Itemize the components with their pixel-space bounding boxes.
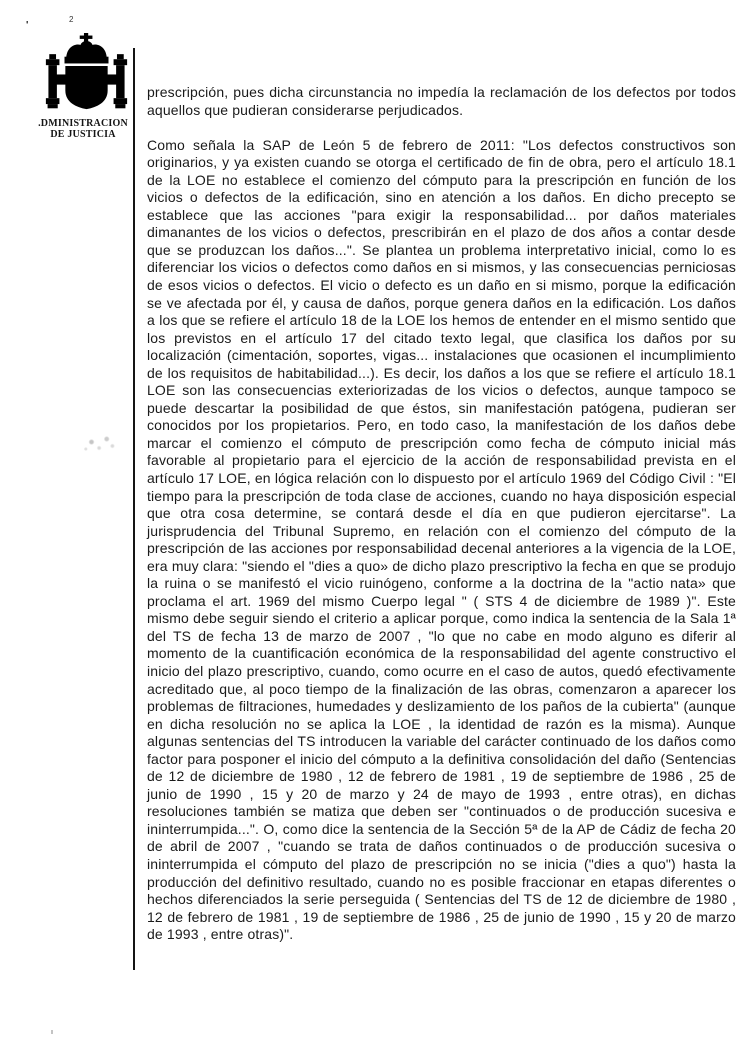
organization-name: [18, 119, 148, 140]
scan-mark-page-number: 2: [69, 15, 74, 24]
scan-mark-apostrophe: ': [26, 20, 29, 31]
paragraph-sap-leon-quote: Como señala la SAP de León 5 de febrero de 2011: "Los defectos constructivos son originarios, y ya existen cuando se otorga el certificado de fin de obra, pero el artículo 18.1 de la LOE no establece el comienzo del cómputo para la prescripción en función de los vicios o defectos de la edificación, sino en atención a los daños. En dicho precepto se establece que las acciones "para exigir la responsabilidad... por daños materiales dimanantes de los vicios o defectos, prescribirán en el plazo de dos años a contar desde que se produzcan los daños...". Se plantea un problema interpretativo inicial, como lo es diferenciar los vicios o defectos como daños en si mismos, y las consecuencias perniciosas de esos vicios o defectos. El vicio o defecto es un daño en si mismo, porque la edificación se ve afectada por él, y causa de daños, porque genera daños en la edificación. Los daños a los que se refiere el artículo 18 de la LOE los hemos de entender en el mismo sentido que los previstos en el artículo 17 del citado texto legal, que clasifica los daños por su localización (cimentación, soportes, vigas... instalaciones que ocasionen el incumplimiento de los requisitos de habitabilidad...). Es decir, los daños a los que se refiere el artículo 18.1 LOE son las consecuencias exteriorizadas de los vicios o defectos, aunque tampoco se puede descartar la posibilidad de que éstos, sin manifestación patógena, pudieran ser conocidos por los propietarios. Pero, en todo caso, la manifestación de los daños debe marcar el comienzo el cómputo de prescripción como fecha de cómputo inicial más favorable al propietario para el ejercicio de la acción de responsabilidad prevista en el artículo 17 LOE, en lógica relación con lo dispuesto por el artículo 1969 del Código Civil : "El tiempo para la prescripción de toda clase de acciones, cuando no haya disposición especial que otra cosa determine, se contará desde el día en que pudieron ejercitarse". La jurisprudencia del Tribunal Supremo, en relación con el comienzo del cómputo de la prescripción de las acciones por responsabilidad decenal anteriores a la vigencia de la LOE, era muy clara: "siendo el "dies a quo» de dicho plazo prescriptivo la fecha en que se produjo la ruina o se manifestó el vicio ruinógeno, conforme a la doctrina de la "actio nata» que proclama el art. 1969 del mismo Cuerpo legal " ( STS 4 de diciembre de 1989 )". Este mismo debe seguir siendo el criterio a aplicar porque, como indica la sentencia de la Sala 1ª del TS de fecha 13 de marzo de 2007 , "lo que no cabe en modo alguno es diferir al momento de la cuantificación económica de la responsabilidad del agente constructivo el inicio del plazo prescriptivo, cuando, como ocurre en el caso de autos, quedó efectivamente acreditado que, al poco tiempo de la finalización de las obras, comenzaron a aparecer los problemas de filtraciones, humedades y deslizamiento de los paños de la cubierta" (aunque en dicha resolución no se aplica la LOE , la identidad de razón es la misma). Aunque algunas sentencias del TS introducen la variable del carácter continuado de los daños como factor para posponer el inicio del cómputo a la definitiva consolidación del daño (Sentencias de 12 de diciembre de 1980 , 12 de febrero de 1981 , 19 de septiembre de 1986 , 25 de junio de 1990 , 15 y 20 de marzo y 24 de mayo de 1993 , entre otras), en dichas resoluciones también se matiza que deben ser "continuados o de producción sucesiva e ininterrumpida...". O, como dice la sentencia de la Sección 5ª de la AP de Cádiz de fecha 20 de abril de 2007 , "cuando se trata de daños continuados o de producción sucesiva o ininterrumpida el cómputo del plazo de prescripción no se inicia ("dies a quo") hasta la producción del definitivo resultado, cuando no es posible fraccionar en etapas diferentes o hechos diferenciados la serie perseguida ( Sentencias del TS de 12 de diciembre de 1980 , 12 de febrero de 1981 , 19 de septiembre de 1986 , 25 de junio de 1990 , 15 y 20 de marzo de 1993 , entre otras)".: [147, 136, 736, 943]
margin-divider-rule: [133, 48, 135, 970]
justice-coat-of-arms-icon: [44, 33, 129, 121]
scan-smudge: [82, 434, 120, 454]
organization-name-line2: DE JUSTICIA: [50, 128, 116, 140]
document-body: [147, 84, 736, 944]
organization-name-line1: .DMINISTRACION: [38, 118, 128, 129]
scan-speck: [51, 1030, 53, 1034]
paragraph-prescripcion: prescripción, pues dicha circunstancia no impedía la reclamación de los defectos por todos aquellos que pudieran considerarse perjudicados.: [147, 84, 736, 118]
